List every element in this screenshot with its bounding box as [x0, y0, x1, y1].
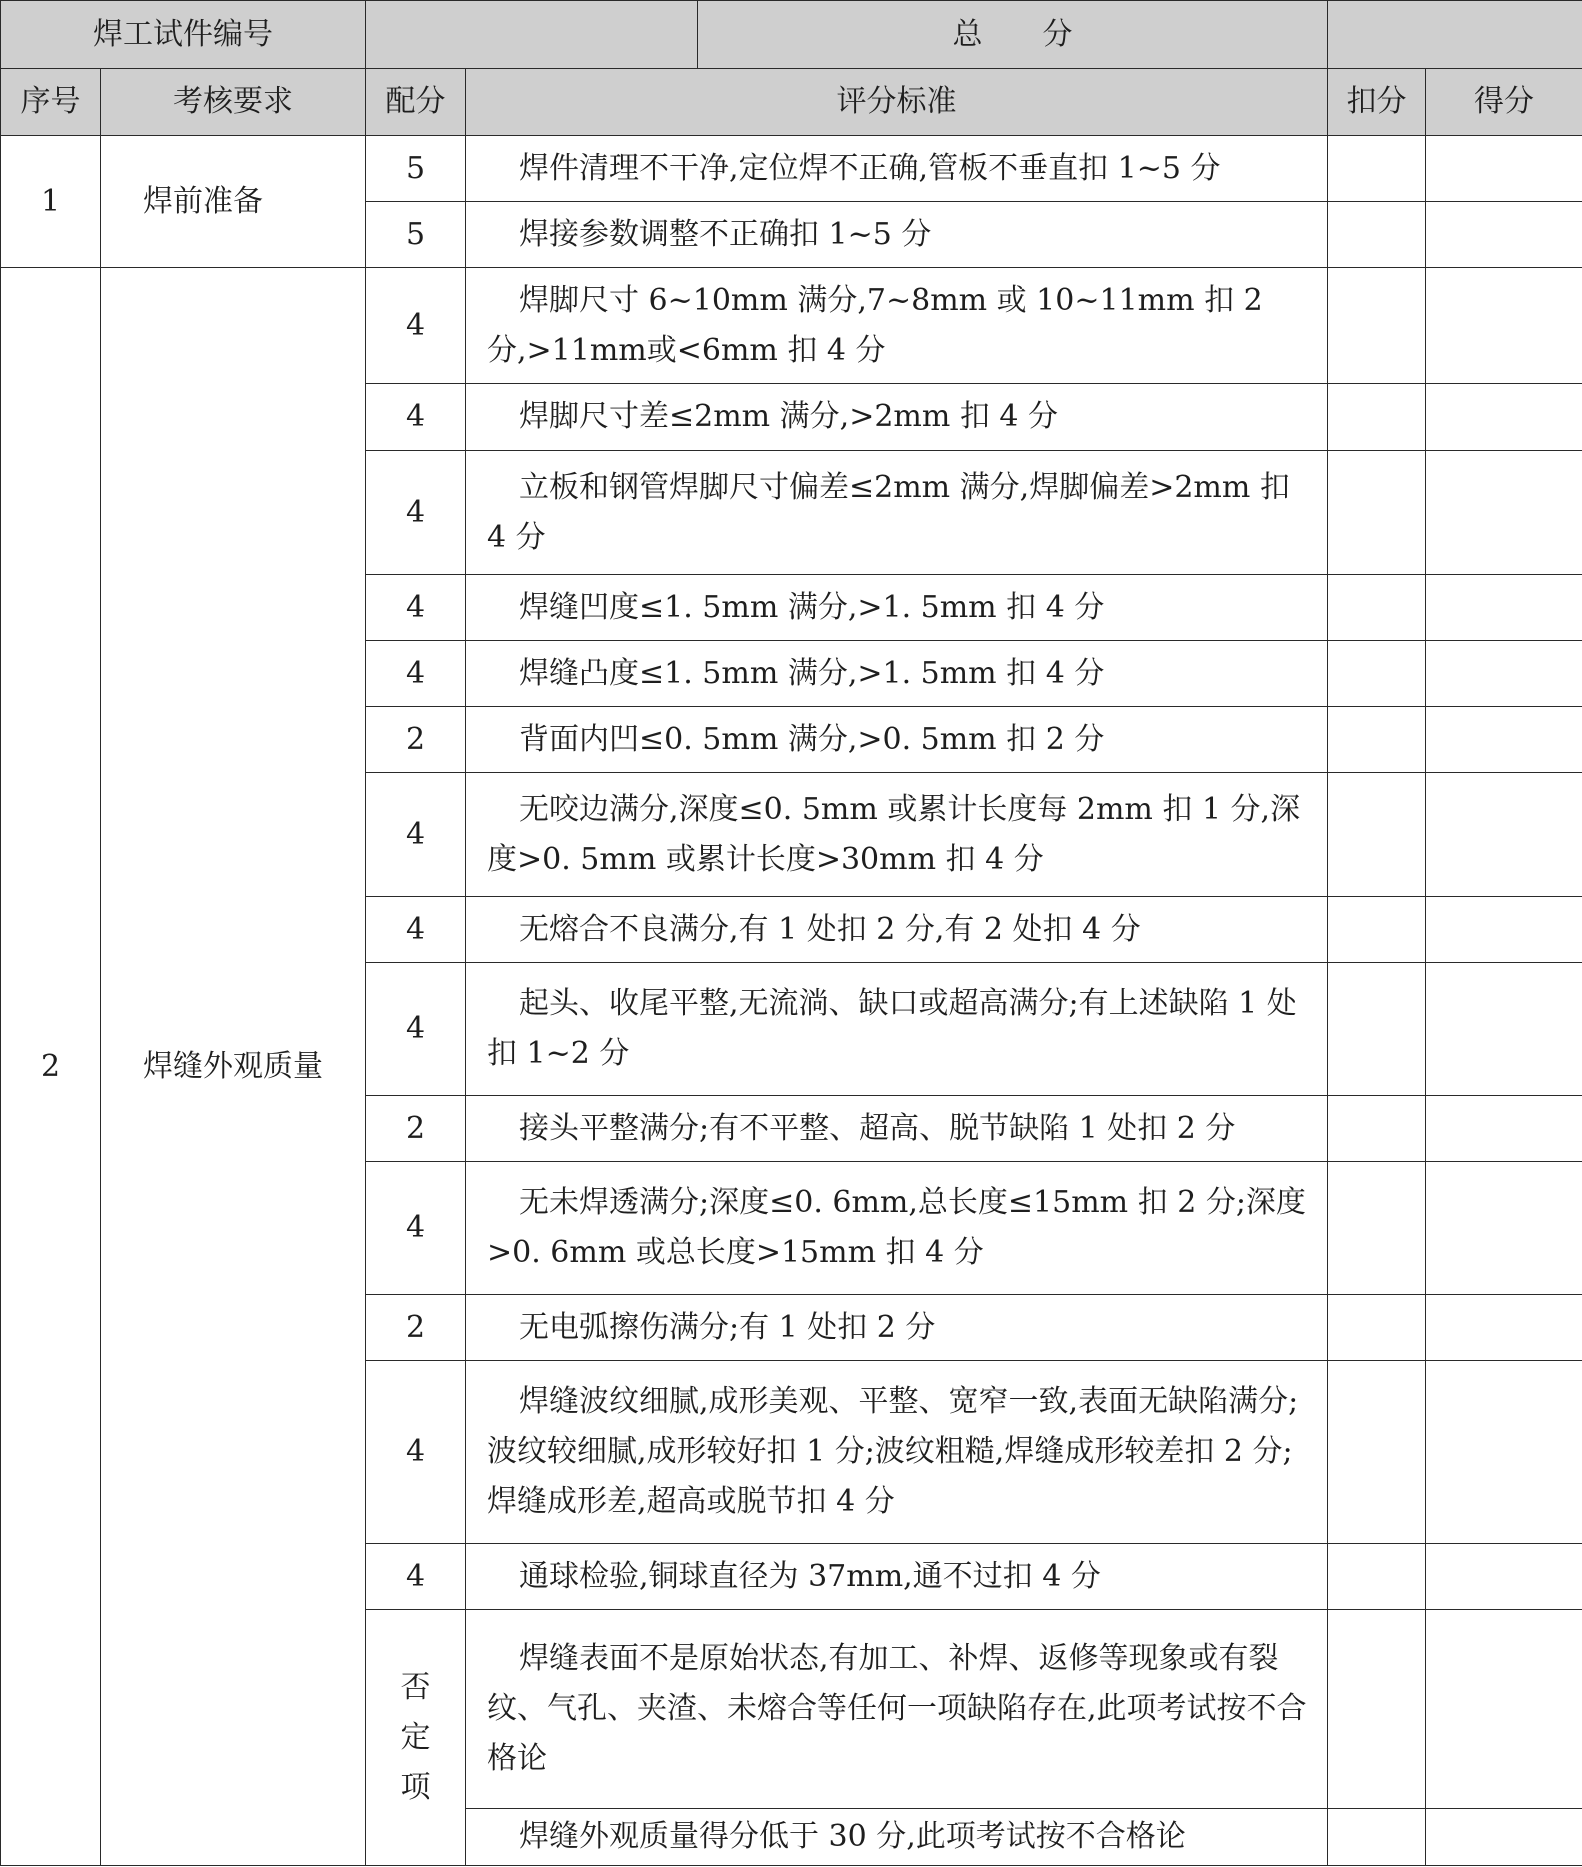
total-label: 总 分	[952, 17, 1073, 52]
score-cell[interactable]	[1426, 773, 1582, 897]
section-requirement: 焊前准备	[101, 136, 366, 268]
deduct-cell[interactable]	[1328, 773, 1426, 897]
points-cell: 4	[366, 963, 466, 1096]
deduct-cell[interactable]	[1328, 1361, 1426, 1544]
criteria-cell: 无咬边满分,深度≤0. 5mm 或累计长度每 2mm 扣 1 分,深度>0. 5mm 或累计长度>30mm 扣 4 分	[466, 773, 1328, 897]
deduct-cell[interactable]	[1328, 1544, 1426, 1610]
veto-label	[366, 1610, 466, 1866]
points-cell: 4	[366, 1361, 466, 1544]
score-cell[interactable]	[1426, 1809, 1582, 1866]
criteria-cell: 焊脚尺寸差≤2mm 满分,>2mm 扣 4 分	[466, 384, 1328, 451]
col-header-requirement: 考核要求	[101, 69, 366, 136]
section-seq: 1	[1, 136, 101, 268]
score-cell[interactable]	[1426, 575, 1582, 641]
table-body	[1, 1, 1582, 1866]
score-cell[interactable]	[1426, 1544, 1582, 1610]
deduct-cell[interactable]	[1328, 268, 1426, 384]
specimen-value-cell	[366, 1, 698, 68]
col-header-seq: 序号	[1, 69, 101, 136]
score-cell[interactable]	[1426, 451, 1582, 575]
deduct-cell[interactable]	[1328, 1295, 1426, 1361]
veto-label-char: 否	[400, 1669, 431, 1705]
deduct-cell[interactable]	[1328, 451, 1426, 575]
deduct-cell[interactable]	[1328, 1610, 1426, 1809]
criteria-cell: 起头、收尾平整,无流淌、缺口或超高满分;有上述缺陷 1 处扣 1~2 分	[466, 963, 1328, 1096]
deduct-cell[interactable]	[1328, 384, 1426, 451]
veto-label-char: 定	[400, 1719, 431, 1755]
criteria-cell: 背面内凹≤0. 5mm 满分,>0. 5mm 扣 2 分	[466, 707, 1328, 773]
col-header-criteria: 评分标准	[466, 69, 1328, 136]
deduct-cell[interactable]	[1328, 897, 1426, 963]
score-cell[interactable]	[1426, 963, 1582, 1096]
veto-criteria-cell: 焊缝表面不是原始状态,有加工、补焊、返修等现象或有裂纹、气孔、夹渣、未熔合等任何一项缺陷存在,此项考试按不合格论	[466, 1610, 1328, 1809]
points-cell: 4	[366, 773, 466, 897]
criteria-cell: 焊脚尺寸 6~10mm 满分,7~8mm 或 10~11mm 扣 2 分,>11mm或<6mm 扣 4 分	[466, 268, 1328, 384]
score-cell[interactable]	[1426, 136, 1582, 202]
veto-criteria-cell: 焊缝外观质量得分低于 30 分,此项考试按不合格论	[466, 1809, 1328, 1866]
points-cell: 2	[366, 1096, 466, 1162]
criteria-cell: 通球检验,铜球直径为 37mm,通不过扣 4 分	[466, 1544, 1328, 1610]
deduct-cell[interactable]	[1328, 136, 1426, 202]
criteria-cell: 焊缝凹度≤1. 5mm 满分,>1. 5mm 扣 4 分	[466, 575, 1328, 641]
criteria-cell: 焊缝波纹细腻,成形美观、平整、宽窄一致,表面无缺陷满分;波纹较细腻,成形较好扣 1 分;波纹粗糙,焊缝成形较差扣 2 分;焊缝成形差,超高或脱节扣 4 分	[466, 1361, 1328, 1544]
score-cell[interactable]	[1426, 268, 1582, 384]
deduct-cell[interactable]	[1328, 1096, 1426, 1162]
table-row	[1, 136, 1582, 202]
specimen-label: 焊工试件编号	[1, 1, 366, 69]
points-cell: 4	[366, 384, 466, 451]
criteria-cell: 焊接参数调整不正确扣 1~5 分	[466, 202, 1328, 268]
deduct-cell[interactable]	[1328, 707, 1426, 773]
criteria-cell: 接头平整满分;有不平整、超高、脱节缺陷 1 处扣 2 分	[466, 1096, 1328, 1162]
deduct-cell[interactable]	[1328, 1809, 1426, 1866]
points-cell: 2	[366, 707, 466, 773]
deduct-cell[interactable]	[1328, 963, 1426, 1096]
criteria-cell: 无电弧擦伤满分;有 1 处扣 2 分	[466, 1295, 1328, 1361]
col-header-points: 配分	[366, 69, 466, 136]
score-cell[interactable]	[1426, 641, 1582, 707]
criteria-cell: 无未焊透满分;深度≤0. 6mm,总长度≤15mm 扣 2 分;深度>0. 6mm 或总长度>15mm 扣 4 分	[466, 1162, 1328, 1295]
deduct-cell[interactable]	[1328, 641, 1426, 707]
score-cell[interactable]	[1426, 1096, 1582, 1162]
points-cell: 4	[366, 1544, 466, 1610]
specimen-header-row	[1, 1, 1582, 69]
points-cell: 4	[366, 451, 466, 575]
table-row	[1, 268, 1582, 384]
specimen-value-and-total-label	[366, 1, 1328, 69]
section-seq: 2	[1, 268, 101, 1866]
score-cell[interactable]	[1426, 1610, 1582, 1809]
points-cell: 4	[366, 897, 466, 963]
deduct-cell[interactable]	[1328, 575, 1426, 641]
deduct-cell[interactable]	[1328, 1162, 1426, 1295]
score-cell[interactable]	[1426, 384, 1582, 451]
score-cell[interactable]	[1426, 707, 1582, 773]
section-requirement: 焊缝外观质量	[101, 268, 366, 1866]
veto-label-char: 项	[400, 1769, 431, 1805]
score-cell[interactable]	[1426, 1361, 1582, 1544]
score-cell[interactable]	[1426, 1162, 1582, 1295]
points-cell: 4	[366, 1162, 466, 1295]
total-value-cell	[1328, 1, 1582, 69]
points-cell: 5	[366, 202, 466, 268]
score-cell[interactable]	[1426, 202, 1582, 268]
column-header-row	[1, 69, 1582, 136]
criteria-cell: 焊件清理不干净,定位焊不正确,管板不垂直扣 1~5 分	[466, 136, 1328, 202]
points-cell: 4	[366, 575, 466, 641]
score-cell[interactable]	[1426, 897, 1582, 963]
score-cell[interactable]	[1426, 1295, 1582, 1361]
criteria-cell: 焊缝凸度≤1. 5mm 满分,>1. 5mm 扣 4 分	[466, 641, 1328, 707]
col-header-deduct: 扣分	[1328, 69, 1426, 136]
criteria-cell: 立板和钢管焊脚尺寸偏差≤2mm 满分,焊脚偏差>2mm 扣 4 分	[466, 451, 1328, 575]
points-cell: 2	[366, 1295, 466, 1361]
criteria-cell: 无熔合不良满分,有 1 处扣 2 分,有 2 处扣 4 分	[466, 897, 1328, 963]
points-cell: 4	[366, 268, 466, 384]
points-cell: 4	[366, 641, 466, 707]
col-header-score: 得分	[1426, 69, 1582, 136]
points-cell: 5	[366, 136, 466, 202]
deduct-cell[interactable]	[1328, 202, 1426, 268]
